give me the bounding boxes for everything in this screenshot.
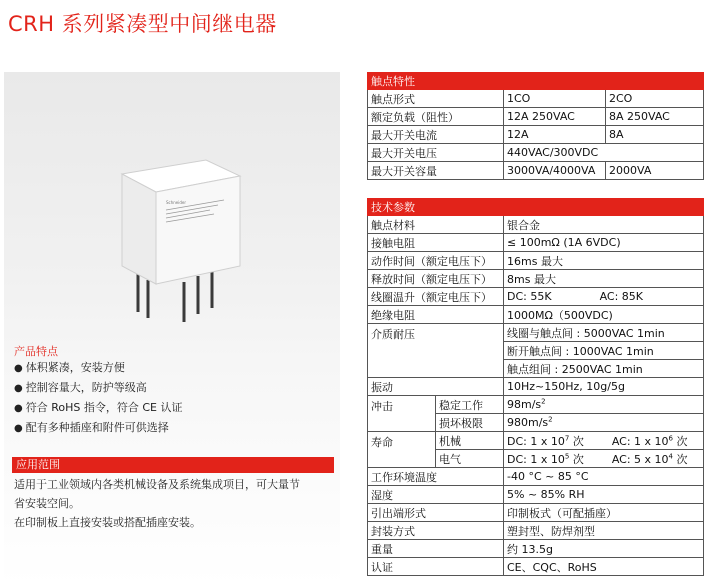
table-row: 封装方式 塑封型、防焊剂型 bbox=[368, 522, 704, 540]
list-item: ● 体积紧凑，安装方便 bbox=[14, 358, 182, 378]
tech-table-title: 技术参数 bbox=[368, 199, 704, 216]
table-row: 触点形式 1CO 2CO bbox=[368, 90, 704, 108]
contact-table-title: 触点特性 bbox=[368, 73, 704, 90]
table-row: 最大开关电压 440VAC/300VDC bbox=[368, 144, 704, 162]
table-row: 释放时间（额定电压下） 8ms 最大 bbox=[368, 270, 704, 288]
table-row: 电气 DC: 1 x $10^5$ 次 AC: 5 x $10^4$ 次 bbox=[368, 450, 704, 468]
table-row: 认证 CE、CQC、RoHS bbox=[368, 558, 704, 576]
table-row: 最大开关电流 12A 8A bbox=[368, 126, 704, 144]
table-row: 冲击 稳定工作 $98m/s^2$ bbox=[368, 396, 704, 414]
page-title: CRH 系列紧凑型中间继电器 bbox=[8, 12, 277, 36]
table-row: 最大开关容量 3000VA/4000VA 2000VA bbox=[368, 162, 704, 180]
table-row: 振动 10Hz~150Hz, 10g/5g bbox=[368, 378, 704, 396]
list-item: ● 配有多种插座和附件可供选择 bbox=[14, 418, 182, 438]
table-row: 断开触点间 : 1000VAC 1min bbox=[368, 342, 704, 360]
list-item: ● 符合 RoHS 指令，符合 CE 认证 bbox=[14, 398, 182, 418]
table-row: 接触电阻 ≤ 100mΩ (1A 6VDC) bbox=[368, 234, 704, 252]
list-item: ● 控制容量大，防护等级高 bbox=[14, 378, 182, 398]
table-row: 重量 约 13.5g bbox=[368, 540, 704, 558]
table-row: 线圈温升（额定电压下） DC: 55K AC: 85K bbox=[368, 288, 704, 306]
table-row: 动作时间（额定电压下） 16ms 最大 bbox=[368, 252, 704, 270]
relay-label: Schneider bbox=[166, 200, 187, 205]
table-row: 寿命 机械 DC: 1 x $10^7$ 次 AC: 1 x $10^6$ 次 bbox=[368, 432, 704, 450]
application-title: 应用范围 bbox=[12, 457, 334, 473]
application-text: 适用于工业领域内各类机械设备及系统集成项目，可大量节 省安装空间。 在印制板上直接安装或搭配插座安装。 bbox=[14, 478, 300, 529]
features-title: 产品特点 bbox=[14, 345, 58, 358]
table-row: 额定负载（阻性） 12A 250VAC 8A 250VAC bbox=[368, 108, 704, 126]
table-row: 湿度 5% ~ 85% RH bbox=[368, 486, 704, 504]
table-row: 损坏极限 $980m/s^2$ bbox=[368, 414, 704, 432]
table-row: 绝缘电阻 1000MΩ（500VDC) bbox=[368, 306, 704, 324]
tech-table bbox=[367, 198, 704, 576]
table-row: 触点组间 : 2500VAC 1min bbox=[368, 360, 704, 378]
relay-image bbox=[114, 154, 244, 324]
features-list bbox=[14, 358, 182, 438]
table-row: 工作环境温度 -40 °C ~ 85 °C bbox=[368, 468, 704, 486]
table-row: 触点材料 银合金 bbox=[368, 216, 704, 234]
contact-table bbox=[367, 72, 704, 180]
table-row: 介质耐压 线圈与触点间 : 5000VAC 1min bbox=[368, 324, 704, 342]
table-row: 引出端形式 印制板式（可配插座） bbox=[368, 504, 704, 522]
